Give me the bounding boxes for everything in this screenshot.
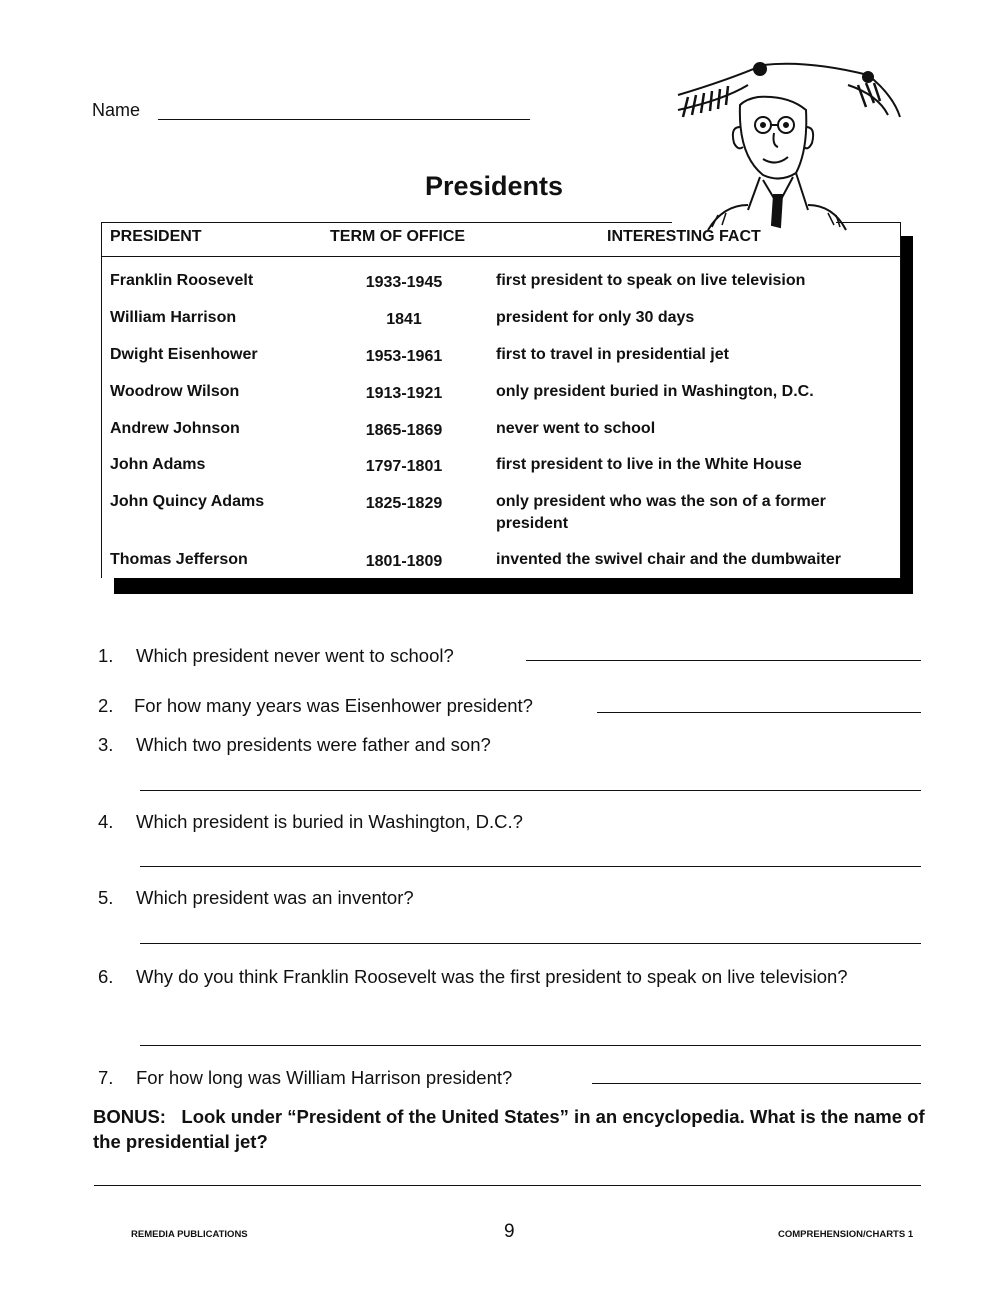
cell-term: 1825-1829 — [365, 495, 443, 512]
header-divider — [101, 256, 901, 257]
cell-president: Andrew Johnson — [110, 420, 240, 437]
footer-publisher: REMEDIA PUBLICATIONS — [131, 1229, 248, 1240]
cell-fact: first president to speak on live television — [496, 272, 806, 289]
page-title: Presidents — [425, 171, 564, 201]
cell-fact: president for only 30 days — [496, 309, 695, 326]
answer-line[interactable] — [526, 660, 921, 661]
cell-president: John Adams — [110, 456, 206, 473]
column-header-fact: INTERESTING FACT — [607, 228, 761, 245]
question-text: Which president was an inventor? — [136, 887, 414, 908]
cell-president: John Quincy Adams — [110, 493, 265, 510]
answer-line[interactable] — [597, 712, 921, 713]
question-text: For how long was William Harrison president? — [136, 1067, 513, 1088]
cell-fact: invented the swivel chair and the dumbwaiter — [496, 551, 841, 568]
cell-president: Thomas Jefferson — [110, 551, 248, 568]
cell-term: 1797-1801 — [365, 458, 443, 475]
question-number: 4. — [98, 811, 114, 832]
cell-president: Franklin Roosevelt — [110, 272, 254, 289]
answer-line[interactable] — [140, 943, 921, 944]
question-number: 3. — [98, 734, 114, 755]
question-number: 1. — [98, 645, 114, 666]
cell-term: 1841 — [386, 311, 422, 328]
answer-line[interactable] — [94, 1185, 921, 1186]
column-header-term: TERM OF OFFICE — [330, 228, 466, 245]
cell-fact: only president buried in Washington, D.C. — [496, 383, 814, 400]
cell-term: 1865-1869 — [365, 422, 443, 439]
answer-line[interactable] — [140, 790, 921, 791]
bonus-question — [93, 1104, 933, 1154]
bonus-label: BONUS: — [93, 1106, 166, 1127]
name-label: Name — [92, 100, 141, 120]
name-answer-line[interactable] — [158, 119, 530, 120]
question-text: Which two presidents were father and son? — [136, 734, 491, 755]
cell-fact: first president to live in the White House — [496, 456, 802, 473]
bonus-text: Look under “President of the United States” in an encyclopedia. What is the name of the presidential jet? — [93, 1106, 925, 1152]
question-number: 2. — [98, 695, 114, 716]
question-text: For how many years was Eisenhower president? — [134, 695, 533, 716]
page-number: 9 — [504, 1221, 515, 1242]
footer-series: COMPREHENSION/CHARTS 1 — [778, 1229, 914, 1240]
column-header-president: PRESIDENT — [110, 228, 202, 245]
question-text: Which president is buried in Washington, D.C.? — [136, 811, 523, 832]
question-number: 7. — [98, 1067, 114, 1088]
cell-term: 1801-1809 — [365, 553, 443, 570]
cell-term: 1933-1945 — [365, 274, 443, 291]
president-cartoon-icon — [668, 55, 908, 235]
cell-fact: only president who was the son of a former president — [496, 493, 826, 532]
question-text: Which president never went to school? — [136, 645, 454, 666]
cell-president: William Harrison — [110, 309, 237, 326]
cell-term: 1913-1921 — [365, 385, 443, 402]
answer-line[interactable] — [140, 866, 921, 867]
cell-president: Woodrow Wilson — [110, 383, 240, 400]
question-text: Why do you think Franklin Roosevelt was the first president to speak on live television? — [136, 966, 848, 987]
answer-line[interactable] — [592, 1083, 921, 1084]
answer-line[interactable] — [140, 1045, 921, 1046]
question-number: 5. — [98, 887, 114, 908]
cell-fact: never went to school — [496, 420, 656, 437]
cell-fact: first to travel in presidential jet — [496, 346, 729, 363]
cell-term: 1953-1961 — [365, 348, 443, 365]
question-number: 6. — [98, 966, 114, 987]
cell-president: Dwight Eisenhower — [110, 346, 258, 363]
